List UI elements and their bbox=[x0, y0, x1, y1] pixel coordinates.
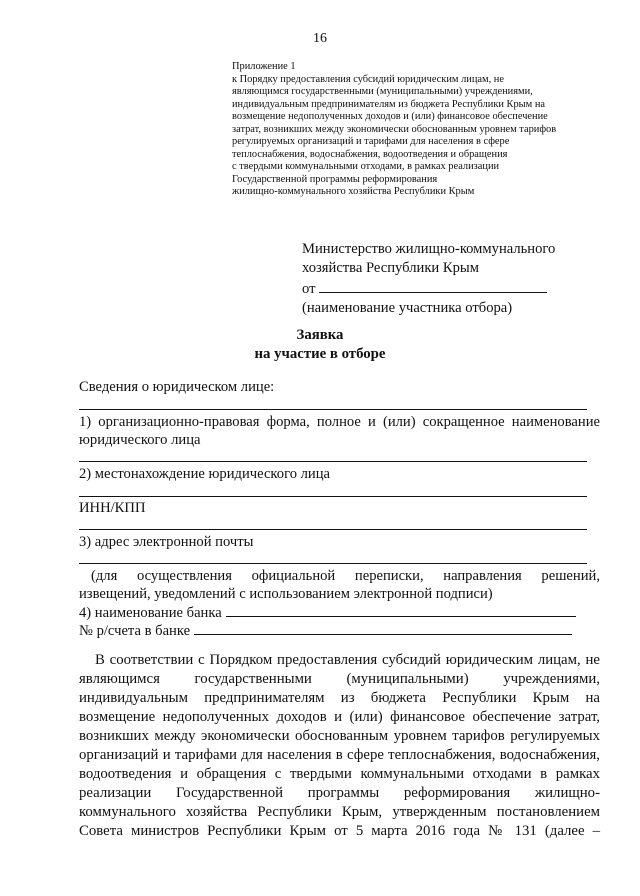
body-paragraph bbox=[79, 651, 600, 841]
body-line: коммунального хозяйства Республики Крым, утвержденным постановлением bbox=[79, 804, 600, 820]
title-line: на участие в отборе bbox=[254, 346, 386, 362]
account-label: № р/счета в банке bbox=[79, 623, 191, 639]
body-line: являющимся государственными (муниципальными) учреждениями, bbox=[79, 671, 600, 687]
body-line: водоотведения и обращения с твердыми коммунальными отходами в рамках bbox=[79, 766, 600, 782]
appendix-line: регулируемых организаций и тарифами для населения в сфере bbox=[232, 136, 510, 147]
appendix-line: к Порядку предоставления субсидий юридическим лицам, не bbox=[232, 73, 504, 85]
addressee-line: хозяйства Республики Крым bbox=[302, 260, 479, 276]
page-number: 16 bbox=[313, 31, 327, 46]
account-field[interactable] bbox=[194, 621, 572, 635]
appendix-line: с твердыми коммунальными отходами, в рамках реализации bbox=[232, 161, 500, 172]
from-blank-field[interactable] bbox=[319, 278, 547, 293]
from-label: от bbox=[302, 281, 316, 297]
addressee-line: Министерство жилищно-коммунального bbox=[302, 241, 556, 257]
appendix-line: являющимся государственными (муниципальными) учреждениями, bbox=[232, 86, 533, 97]
title-line: Заявка bbox=[296, 327, 344, 343]
form-note-cont: извещений, уведомлений с использованием электронной подписи) bbox=[79, 586, 493, 602]
body-line: реализации Государственной программы реформирования жилищно- bbox=[79, 785, 600, 801]
appendix-block bbox=[232, 61, 612, 199]
appendix-line: возмещение недополученных доходов и (или) финансовое обеспечение bbox=[232, 111, 548, 122]
appendix-line: теплоснабжения, водоснабжения, водоотведения и обращения bbox=[232, 148, 508, 160]
body-line: В соответствии с Порядком предоставления субсидий юридическим лицам, не bbox=[95, 652, 600, 668]
form-item-1: 1) организационно-правовая форма, полное и (или) сокращенное наименование bbox=[79, 414, 600, 430]
addressee-block bbox=[302, 240, 622, 318]
blank-line[interactable] bbox=[79, 563, 587, 564]
from-line bbox=[302, 278, 622, 299]
participant-hint: (наименование участника отбора) bbox=[302, 300, 513, 316]
blank-line[interactable] bbox=[79, 529, 587, 530]
body-line: возникших между экономически обоснованным уровнем тарифов регулируемых bbox=[79, 728, 600, 744]
body-line: возмещение недополученных доходов и (или) финансовое обеспечение затрат, bbox=[79, 709, 600, 725]
form-item-2: 2) местонахождение юридического лица bbox=[79, 466, 331, 482]
appendix-line: Государственной программы реформирования bbox=[232, 173, 438, 185]
inn-kpp-label: ИНН/КПП bbox=[79, 500, 146, 516]
blank-line[interactable] bbox=[79, 461, 587, 462]
form-note: (для осуществления официальной переписки, направления решений, bbox=[91, 568, 600, 584]
form-intro: Сведения о юридическом лице: bbox=[79, 379, 275, 395]
body-line: Совета министров Республики Крым от 5 марта 2016 года № 131 (далее – bbox=[79, 823, 600, 839]
appendix-line: затрат, возникших между экономически обоснованным уровнем тарифов bbox=[232, 123, 557, 135]
appendix-line: жилищно-коммунального хозяйства Республики Крым bbox=[232, 186, 475, 197]
body-line: организаций и тарифами для населения в сфере теплоснабжения, водоснабжения, bbox=[79, 747, 600, 763]
form-item-1-cont: юридического лица bbox=[79, 432, 201, 448]
form-item-4 bbox=[79, 603, 600, 622]
appendix-line: индивидуальным предпринимателям из бюджета Республики Крым на bbox=[232, 98, 545, 110]
document-title bbox=[0, 326, 640, 364]
body-line: индивидуальным предпринимателям из бюджета Республики Крым на bbox=[79, 690, 600, 706]
blank-line[interactable] bbox=[79, 496, 587, 497]
blank-line[interactable] bbox=[79, 409, 587, 410]
form-account bbox=[79, 621, 600, 640]
bank-name-field[interactable] bbox=[226, 603, 576, 617]
appendix-line: Приложение 1 bbox=[232, 61, 296, 72]
bank-name-label: 4) наименование банка bbox=[79, 605, 222, 621]
form-item-3: 3) адрес электронной почты bbox=[79, 534, 254, 550]
